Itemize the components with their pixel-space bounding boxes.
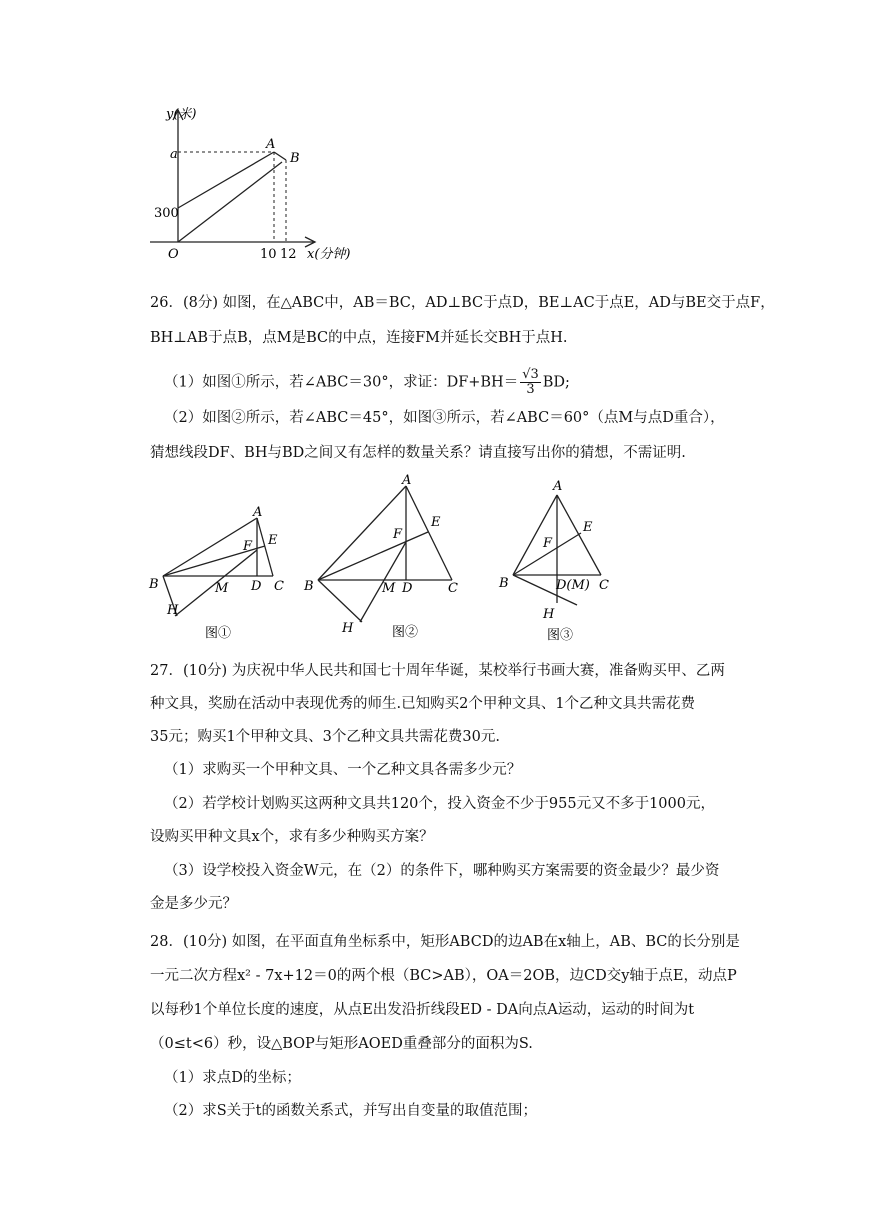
q27-sub2-line1: （2）若学校计划购买这两种文具共120个，投入资金不少于955元又不多于1000元， xyxy=(164,796,715,812)
q27-sub1: （1）求购买一个甲种文具、一个乙种文具各需多少元？ xyxy=(164,762,522,778)
q27-sub3-line1: （3）设学校投入资金W元，在（2）的条件下，哪种购买方案需要的资金最少？最少资 xyxy=(164,863,720,879)
q26-sub1-pre: （1）如图①所示，若∠ABC＝30°，求证：DF+BH＝ xyxy=(164,374,519,391)
q26-sub1 xyxy=(164,368,570,397)
q27-line2: 种文具，奖励在活动中表现优秀的师生.已知购买2个甲种文具、1个乙种文具共需花费 xyxy=(150,696,696,712)
f2-bh xyxy=(318,580,362,622)
f1-label-d: D xyxy=(251,579,262,594)
f1-label-b: B xyxy=(149,577,159,592)
segment-ab xyxy=(274,152,286,160)
f1-label-a: A xyxy=(253,505,263,520)
f1-label-c: C xyxy=(274,579,284,594)
fraction-denominator: 3 xyxy=(526,382,535,397)
figure-1 xyxy=(145,500,295,645)
f2-be xyxy=(318,532,428,580)
origin-label: O xyxy=(168,247,179,262)
f1-caption: 图① xyxy=(205,626,232,641)
f3-label-a: A xyxy=(553,479,563,494)
f2-label-b: B xyxy=(304,579,314,594)
figure-3 xyxy=(495,473,625,645)
q27-line3: 35元；购买1个甲种文具、3个乙种文具共需花费30元. xyxy=(150,729,500,745)
q27-sub3-line2: 金是多少元？ xyxy=(150,896,237,912)
x12-label: 12 xyxy=(280,247,297,262)
f3-label-d: D(M) xyxy=(556,578,590,593)
q28-line1: 28．(10分) 如图，在平面直角坐标系中，矩形ABCD的边AB在x轴上，AB、BC的长分别是 xyxy=(150,934,740,950)
f1-label-e: E xyxy=(268,533,278,548)
y-axis-label: y(米) xyxy=(166,107,197,122)
f3-ac xyxy=(557,495,601,575)
f2-label-m: M xyxy=(382,581,396,596)
x-axis-label: x(分钟) xyxy=(307,247,351,262)
line-b xyxy=(178,162,282,242)
f2-ac xyxy=(406,486,452,580)
fraction-numerator: √3 xyxy=(522,367,539,382)
q28-line2: 一元二次方程x² - 7x+12＝0的两个根（BC>AB），OA＝2OB，边CD交y轴于点E，动点P xyxy=(150,968,737,984)
q26-sub1-post: BD; xyxy=(542,374,570,391)
f1-label-f: F xyxy=(243,539,253,554)
f2-label-a: A xyxy=(402,473,412,488)
q28-line3: 以每秒1个单位长度的速度，从点E出发沿折线段ED - DA向点A运动，运动的时间为t xyxy=(150,1002,695,1018)
q27-sub2-line2: 设购买甲种文具x个，求有多少种购买方案？ xyxy=(150,829,434,845)
q26-sub2-line2: 猜想线段DF、BH与BD之间又有怎样的数量关系？请直接写出你的猜想，不需证明. xyxy=(150,445,686,461)
distance-time-graph xyxy=(150,100,370,270)
f2-label-h: H xyxy=(342,621,354,636)
q26-line1: 26．(8分) 如图，在△ABC中，AB＝BC，AD⊥BC于点D，BE⊥AC于点E，AD与BE交于点F， xyxy=(150,295,775,311)
q26-line2: BH⊥AB于点B，点M是BC的中点，连接FM并延长交BH于点H. xyxy=(150,330,568,346)
point-b-label: B xyxy=(290,151,300,166)
f3-label-h: H xyxy=(543,607,555,622)
q27-line1: 27．(10分) 为庆祝中华人民共和国七十周年华诞，某校举行书画大赛，准备购买甲、乙两 xyxy=(150,663,725,679)
q26-sub2-line1: （2）如图②所示，若∠ABC＝45°，如图③所示，若∠ABC＝60°（点M与点D重合）， xyxy=(164,410,725,426)
f2-label-e: E xyxy=(431,515,441,530)
point-a-label: A xyxy=(266,137,276,152)
f3-label-e: E xyxy=(583,520,593,535)
f2-label-d: D xyxy=(402,581,413,596)
f3-label-b: B xyxy=(499,576,509,591)
y300-label: 300 xyxy=(154,206,179,221)
f2-caption: 图② xyxy=(392,625,419,640)
q28-sub2: （2）求S关于t的函数关系式，并写出自变量的取值范围； xyxy=(164,1103,537,1119)
q28-sub1: （1）求点D的坐标； xyxy=(164,1070,301,1086)
f3-label-c: C xyxy=(599,578,609,593)
a-label: a xyxy=(170,147,178,162)
q28-line4: （0≤t<6）秒，设△BOP与矩形AOED重叠部分的面积为S. xyxy=(150,1036,533,1052)
sqrt-fraction xyxy=(520,368,541,397)
f1-label-m: M xyxy=(215,581,229,596)
figure-2 xyxy=(300,470,475,645)
f3-caption: 图③ xyxy=(547,628,574,643)
x10-label: 10 xyxy=(260,247,277,262)
f2-label-f: F xyxy=(393,527,403,542)
f3-label-f: F xyxy=(543,536,553,551)
f2-label-c: C xyxy=(448,581,458,596)
f3-ab xyxy=(513,495,557,575)
f1-label-h: H xyxy=(167,603,179,618)
